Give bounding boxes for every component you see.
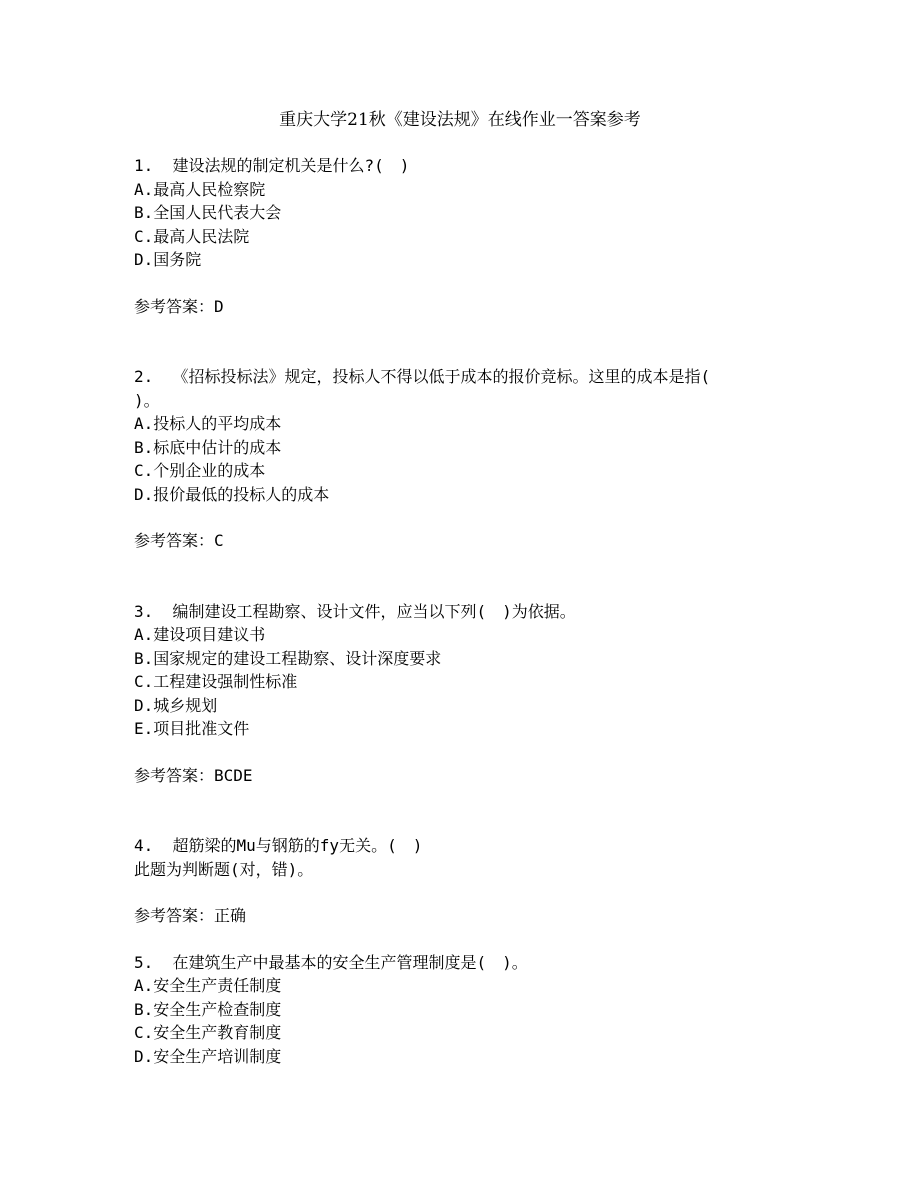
answer-label: 参考答案： xyxy=(134,765,215,785)
question-number: 1. xyxy=(134,156,154,175)
option-d: D.城乡规划 xyxy=(134,695,218,715)
option-b: B.全国人民代表大会 xyxy=(134,203,282,222)
option-b: B.安全生产检查制度 xyxy=(134,999,282,1019)
answer-value: C xyxy=(214,531,224,550)
question-text: 超筋梁的Mu与钢筋的fy无关。( ) xyxy=(172,836,423,855)
answer-label: 参考答案： xyxy=(134,531,215,550)
answer-label: 参考答案： xyxy=(134,296,215,316)
option-c: C.最高人民法院 xyxy=(134,226,250,246)
question-4 xyxy=(134,834,784,928)
question-3-stem xyxy=(134,600,784,624)
option-d: D.报价最低的投标人的成本 xyxy=(134,484,330,504)
option-b: B.国家规定的建设工程勘察、设计深度要求 xyxy=(134,648,442,668)
option-e: E.项目批准文件 xyxy=(134,719,250,738)
question-number: 5. xyxy=(134,952,154,972)
option-d: D.安全生产培训制度 xyxy=(134,1046,282,1066)
question-5 xyxy=(134,951,784,1069)
answer-value: D xyxy=(214,296,224,316)
question-number: 2. xyxy=(134,367,154,386)
answer-line xyxy=(134,295,784,319)
question-3 xyxy=(134,600,784,788)
question-text: 建设法规的制定机关是什么?( ) xyxy=(172,156,410,175)
option-a: A.投标人的平均成本 xyxy=(134,414,282,433)
document-title: 重庆大学21秋《建设法规》在线作业一答案参考 xyxy=(279,110,641,130)
question-4-stem xyxy=(134,834,784,858)
question-type-note: 此题为判断题(对，错)。 xyxy=(134,859,314,879)
answer-value: 正确 xyxy=(214,906,247,925)
question-text: 《招标投标法》规定，投标人不得以低于成本的报价竞标。这里的成本是指( xyxy=(172,367,711,386)
answer-line xyxy=(134,904,784,928)
option-a: A.建设项目建议书 xyxy=(134,625,266,644)
option-c: C.安全生产教育制度 xyxy=(134,1023,282,1042)
option-c: C.工程建设强制性标准 xyxy=(134,672,298,691)
option-a: A.安全生产责任制度 xyxy=(134,976,282,995)
answer-value: BCDE xyxy=(214,765,253,785)
answer-line xyxy=(134,764,784,788)
question-text: 编制建设工程勘察、设计文件，应当以下列( )为依据。 xyxy=(172,601,576,621)
question-1 xyxy=(134,154,784,318)
option-d: D.国务院 xyxy=(134,250,202,269)
question-number: 4. xyxy=(134,836,154,855)
question-2-stem xyxy=(134,365,784,389)
question-2 xyxy=(134,365,784,553)
answer-line xyxy=(134,529,784,553)
option-c: C.个别企业的成本 xyxy=(134,461,266,480)
question-text: 在建筑生产中最基本的安全生产管理制度是( )。 xyxy=(172,952,528,972)
question-2-stem-continued: )。 xyxy=(134,390,160,410)
question-number: 3. xyxy=(134,601,154,621)
option-a: A.最高人民检察院 xyxy=(134,179,266,199)
option-b: B.标底中估计的成本 xyxy=(134,437,282,457)
question-5-stem xyxy=(134,951,784,975)
answer-label: 参考答案： xyxy=(134,906,215,925)
question-list xyxy=(134,154,784,1068)
question-1-stem xyxy=(134,154,784,178)
